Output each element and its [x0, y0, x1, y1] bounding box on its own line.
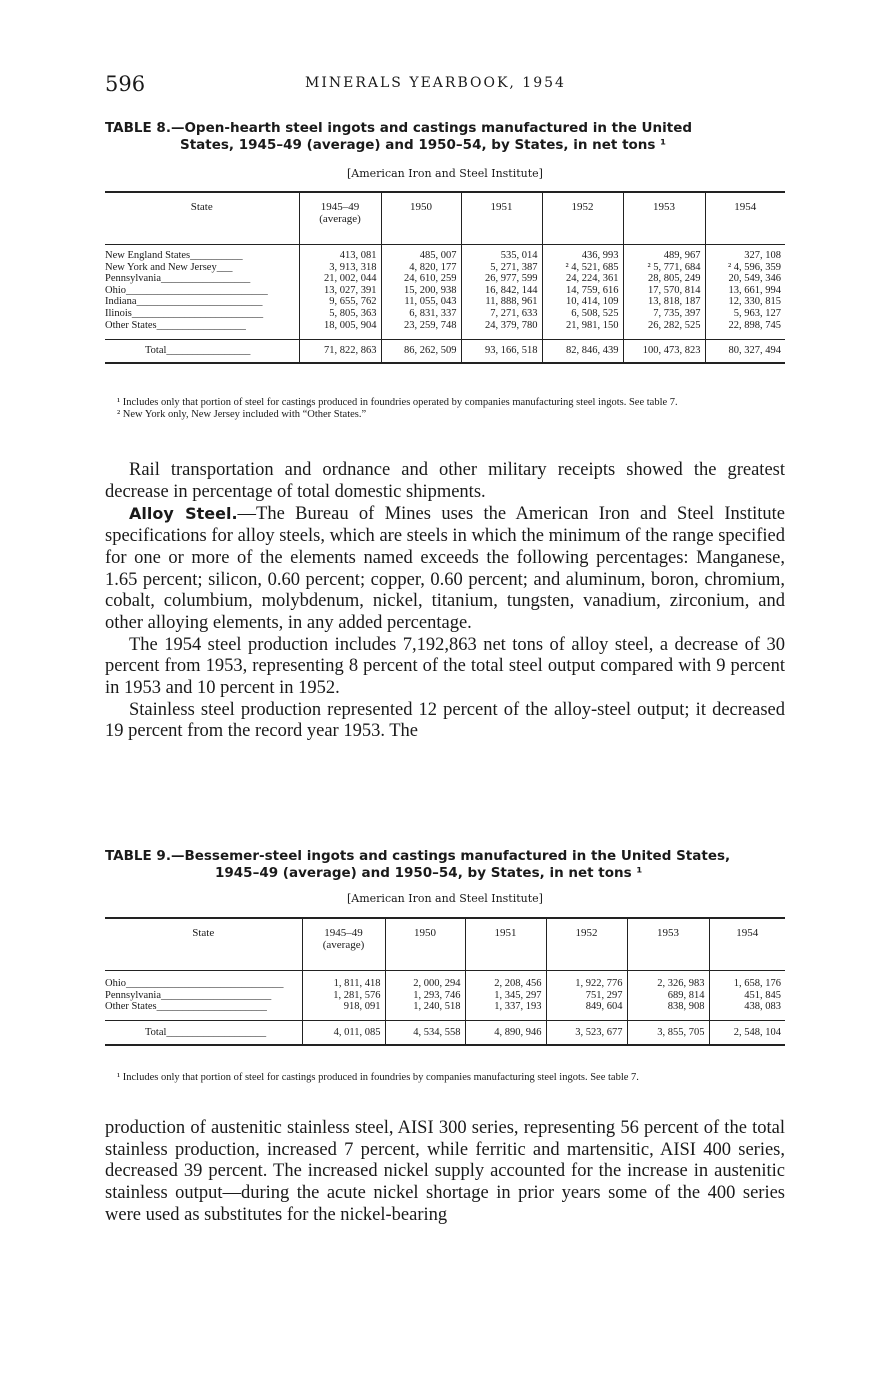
table9-body — [105, 978, 785, 1013]
table9-footnotes — [105, 1072, 785, 1084]
table-row — [105, 1001, 785, 1013]
paragraph-austenitic: production of austenitic stainless steel, AISI 300 series, representing 56 percent of the total stainless production, increased 7 percent, while ferritic and martensitic, AISI 400 series, decreased 39 percent. The increased nickel supply accounted for the increase in austenitic stainless output—during the acute nickel shortage in prior years some of the 400 series were used as substitutes for the nickel-bearing — [105, 1118, 785, 1225]
table-cell: 18, 005, 904 — [299, 320, 381, 332]
table-cell: 2, 000, 294 — [385, 978, 465, 990]
table-cell: 15, 200, 938 — [381, 285, 461, 297]
table-cell: 26, 282, 525 — [623, 320, 705, 332]
table8-footnote-2: ² New York only, New Jersey included with “Other States.” — [117, 408, 367, 420]
table-cell: 485, 007 — [381, 250, 461, 262]
table-cell: 436, 993 — [542, 250, 623, 262]
t8-column-header: 1950 — [381, 192, 461, 244]
t9-column-header: 1950 — [385, 918, 465, 970]
t8-column-header: 1951 — [461, 192, 542, 244]
table-cell: 849, 604 — [546, 1001, 627, 1013]
running-head: MINERALS YEARBOOK, 1954 — [305, 75, 566, 91]
row-label: Ohio___________________________ — [105, 284, 268, 296]
total-cell: 4, 890, 946 — [465, 1021, 546, 1045]
row-label: Ohio______________________________ — [105, 978, 284, 989]
page-header — [105, 72, 785, 102]
table9 — [105, 917, 785, 1046]
table-cell: 9, 655, 762 — [299, 296, 381, 308]
table9-source: [American Iron and Steel Institute] — [347, 892, 543, 905]
table-cell: 21, 002, 044 — [299, 273, 381, 285]
table9-caption-line1: TABLE 9.—Bessemer-steel ingots and castings manufactured in the United States, — [105, 848, 731, 864]
table8-caption-line1: TABLE 8.—Open-hearth steel ingots and castings manufactured in the United — [105, 120, 693, 136]
table-row — [105, 262, 785, 274]
alloy-steel-heading: Alloy Steel. — [129, 504, 238, 524]
table-cell: 1, 658, 176 — [709, 978, 785, 990]
table-cell: 14, 759, 616 — [542, 285, 623, 297]
table-row — [105, 250, 785, 262]
table-cell: 6, 831, 337 — [381, 308, 461, 320]
table-cell: 689, 814 — [627, 990, 709, 1002]
t9-column-header: 1953 — [627, 918, 709, 970]
page-number: 596 — [105, 72, 146, 96]
row-label: Pennsylvania_________________ — [105, 273, 251, 285]
t8-column-header: 1945–49 (average) — [299, 192, 381, 244]
table8-total-row — [105, 339, 785, 363]
paragraph-1954-production: The 1954 steel production includes 7,192,863 net tons of alloy steel, a decrease of 30 percent from 1953, representing 8 percent of the total steel output compared with 9 percent in 1953 and 10 percent in 1952. — [105, 634, 785, 699]
table9-caption-line2: 1945–49 (average) and 1950–54, by States, in net tons ¹ — [215, 865, 643, 881]
table-cell: 1, 811, 418 — [302, 978, 385, 990]
body-text-1 — [105, 460, 785, 743]
table8-body — [105, 250, 785, 331]
table-cell: 11, 055, 043 — [381, 296, 461, 308]
table8-footnotes — [105, 397, 785, 421]
t9-column-header: 1951 — [465, 918, 546, 970]
table-row — [105, 285, 785, 297]
table-cell: 28, 805, 249 — [623, 273, 705, 285]
total-cell: 4, 534, 558 — [385, 1021, 465, 1045]
row-label: Ilinois_________________________ — [105, 307, 264, 319]
t9-column-header: 1945–49 (average) — [302, 918, 385, 970]
total-cell: 100, 473, 823 — [623, 339, 705, 363]
total-label: Total___________________ — [145, 1026, 267, 1038]
table-cell: 2, 208, 456 — [465, 978, 546, 990]
row-label: Other States_________________ — [105, 319, 246, 331]
table8-source: [American Iron and Steel Institute] — [347, 167, 543, 180]
table8-caption-line2: States, 1945–49 (average) and 1950–54, by States, in net tons ¹ — [180, 137, 667, 153]
paragraph-stainless: Stainless steel production represented 12 percent of the alloy-steel output; it decreased 19 percent from the record year 1953. The — [105, 699, 785, 742]
table-cell: 5, 963, 127 — [705, 308, 785, 320]
table-cell: 6, 508, 525 — [542, 308, 623, 320]
body-text-2 — [105, 1118, 785, 1227]
table8-header-row — [105, 192, 785, 244]
t9-column-header: 1954 — [709, 918, 785, 970]
table-row — [105, 273, 785, 285]
table-cell: 24, 610, 259 — [381, 273, 461, 285]
table-cell: 22, 898, 745 — [705, 320, 785, 332]
table-cell: 7, 271, 633 — [461, 308, 542, 320]
total-cell: 4, 011, 085 — [302, 1021, 385, 1045]
table-cell: ² 5, 771, 684 — [623, 262, 705, 274]
t8-column-header: State — [105, 192, 299, 244]
t8-column-header: 1954 — [705, 192, 785, 244]
table-cell: 11, 888, 961 — [461, 296, 542, 308]
table-cell: 26, 977, 599 — [461, 273, 542, 285]
table-row — [105, 308, 785, 320]
table9-footnote-1: ¹ Includes only that portion of steel for castings produced in foundries by companies manufacturing steel ingots. See table 7. — [117, 1072, 639, 1083]
table-cell: 4, 820, 177 — [381, 262, 461, 274]
row-label: Indiana________________________ — [105, 296, 263, 308]
total-cell: 3, 523, 677 — [546, 1021, 627, 1045]
table-cell: 17, 570, 814 — [623, 285, 705, 297]
table-cell: ² 4, 521, 685 — [542, 262, 623, 274]
total-cell: 93, 166, 518 — [461, 339, 542, 363]
total-cell: 71, 822, 863 — [299, 339, 381, 363]
table-cell: 21, 981, 150 — [542, 320, 623, 332]
table-cell: 1, 922, 776 — [546, 978, 627, 990]
table-cell: 489, 967 — [623, 250, 705, 262]
table8 — [105, 191, 785, 364]
alloy-steel-text: —The Bureau of Mines uses the American Iron and Steel Institute specifications for alloy steels, which are steels in which the minimum of the range specified for one or more of the elements named exceeds the following percentages: Manganese, 1.65 percent; silicon, 0.60 percent; copper, 0.60 percent; and aluminum, boron, chromium, cobalt, columbium, molybdenum, nickel, titanium, tungsten, vanadium, zirconium, and other alloying elements, in any added percentage. — [105, 504, 786, 633]
total-label: Total________________ — [145, 345, 251, 357]
table-cell: 10, 414, 109 — [542, 296, 623, 308]
table-cell: 451, 845 — [709, 990, 785, 1002]
table-cell: 1, 281, 576 — [302, 990, 385, 1002]
table-cell: 2, 326, 983 — [627, 978, 709, 990]
table-cell: 24, 379, 780 — [461, 320, 542, 332]
paragraph-alloy-steel — [105, 503, 785, 634]
table-cell: 5, 805, 363 — [299, 308, 381, 320]
table-cell: 13, 027, 391 — [299, 285, 381, 297]
table8-footnote-1: ¹ Includes only that portion of steel for castings produced in foundries operated by companies manufacturing steel ingots. See table 7. — [117, 397, 678, 408]
t9-column-header: State — [105, 918, 302, 970]
table-cell: 838, 908 — [627, 1001, 709, 1013]
table-cell: 413, 081 — [299, 250, 381, 262]
table-cell: 5, 271, 387 — [461, 262, 542, 274]
table-cell: 751, 297 — [546, 990, 627, 1002]
table-cell: 1, 337, 193 — [465, 1001, 546, 1013]
table-cell: 13, 661, 994 — [705, 285, 785, 297]
table-cell: 327, 108 — [705, 250, 785, 262]
t8-column-header: 1952 — [542, 192, 623, 244]
table-row — [105, 978, 785, 990]
table9-total-row — [105, 1021, 785, 1045]
table-cell: 7, 735, 397 — [623, 308, 705, 320]
table8-caption — [105, 120, 785, 154]
table-cell: 24, 224, 361 — [542, 273, 623, 285]
table-row — [105, 990, 785, 1002]
row-label: Other States_____________________ — [105, 1001, 267, 1013]
table-cell: ² 4, 596, 359 — [705, 262, 785, 274]
table-cell: 20, 549, 346 — [705, 273, 785, 285]
table-cell: 1, 345, 297 — [465, 990, 546, 1002]
table-cell: 16, 842, 144 — [461, 285, 542, 297]
row-label: New York and New Jersey___ — [105, 261, 233, 273]
total-cell: 80, 327, 494 — [705, 339, 785, 363]
total-cell: 86, 262, 509 — [381, 339, 461, 363]
row-label: New England States__________ — [105, 250, 243, 261]
table9-header-row — [105, 918, 785, 970]
paragraph-rail: Rail transportation and ordnance and other military receipts showed the greatest decrease in percentage of total domestic shipments. — [105, 460, 785, 502]
total-cell: 2, 548, 104 — [709, 1021, 785, 1045]
table-cell: 535, 014 — [461, 250, 542, 262]
total-cell: 82, 846, 439 — [542, 339, 623, 363]
table-cell: 3, 913, 318 — [299, 262, 381, 274]
table-row — [105, 320, 785, 332]
t9-column-header: 1952 — [546, 918, 627, 970]
table9-caption — [105, 848, 785, 882]
t8-column-header: 1953 — [623, 192, 705, 244]
row-label: Pennsylvania_____________________ — [105, 989, 272, 1001]
table-cell: 438, 083 — [709, 1001, 785, 1013]
table-cell: 1, 293, 746 — [385, 990, 465, 1002]
table-row — [105, 296, 785, 308]
total-cell: 3, 855, 705 — [627, 1021, 709, 1045]
table-cell: 918, 091 — [302, 1001, 385, 1013]
table-cell: 23, 259, 748 — [381, 320, 461, 332]
table-cell: 1, 240, 518 — [385, 1001, 465, 1013]
table-cell: 13, 818, 187 — [623, 296, 705, 308]
table-cell: 12, 330, 815 — [705, 296, 785, 308]
